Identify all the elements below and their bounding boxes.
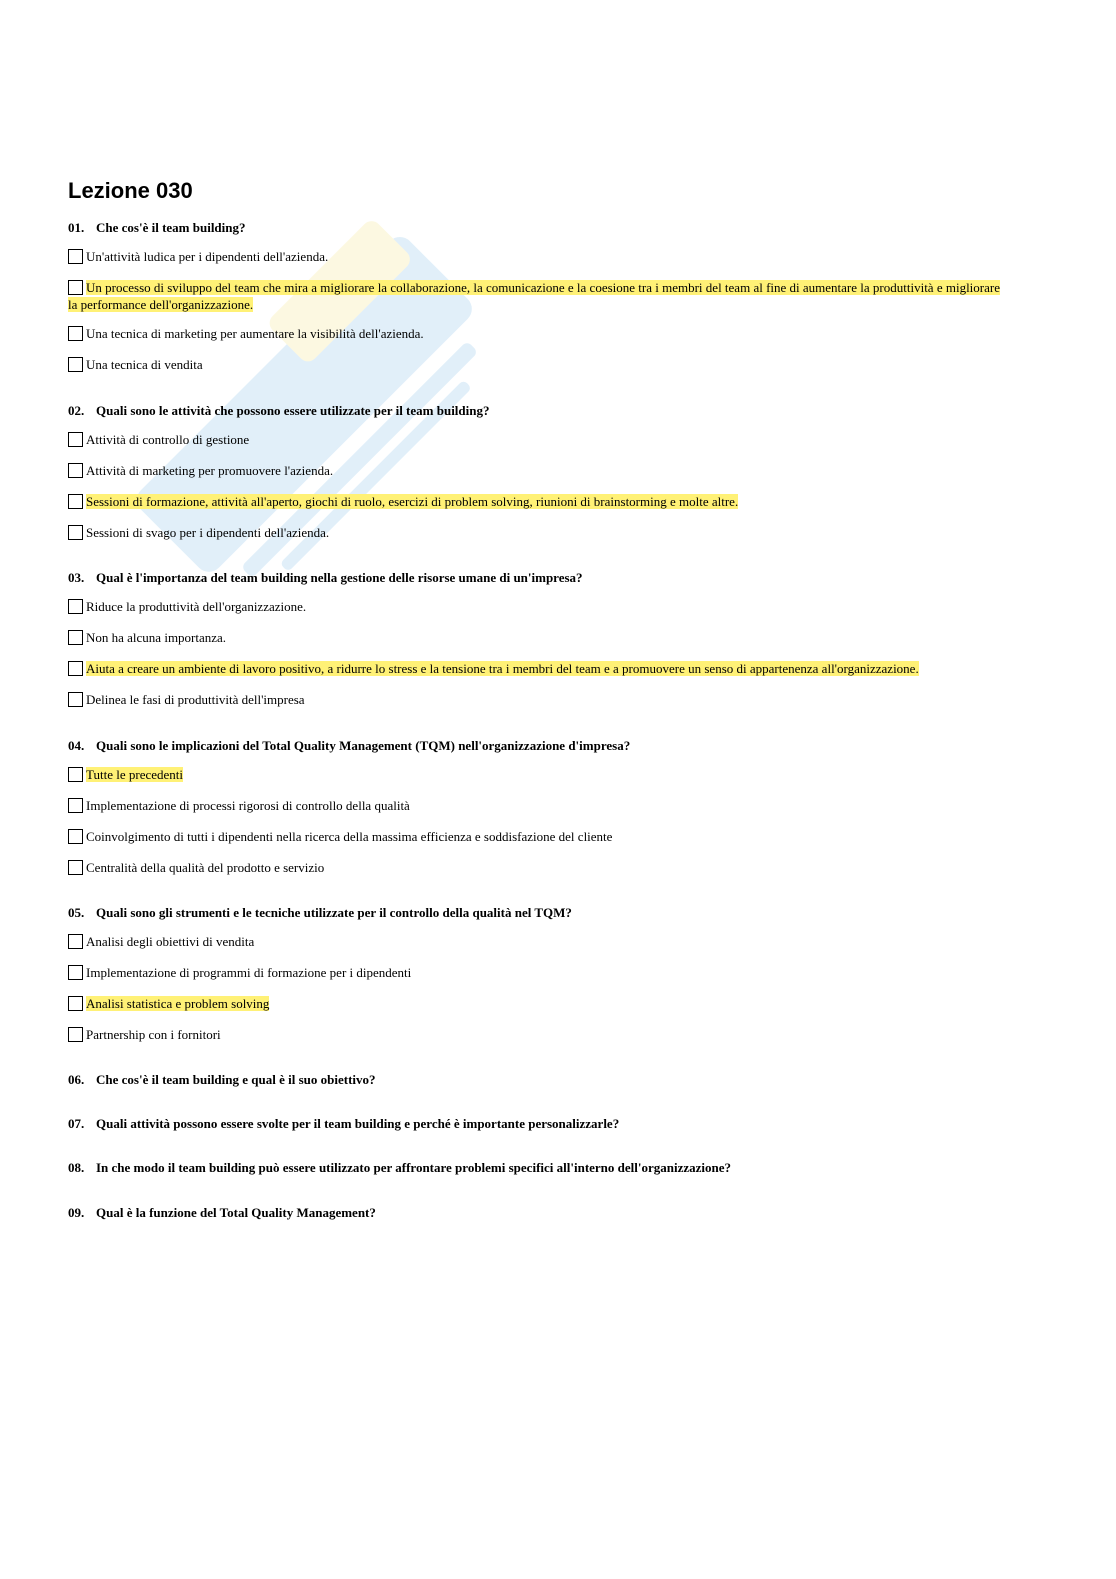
option-label: Un'attività ludica per i dipendenti dell'azienda. xyxy=(86,249,329,264)
checkbox[interactable] xyxy=(68,860,83,875)
question-text: Qual è la funzione del Total Quality Management? xyxy=(96,1205,376,1220)
question-number: 08. xyxy=(68,1160,85,1175)
option-q05-d[interactable] xyxy=(68,1026,1008,1043)
option-label: Delinea le fasi di produttività dell'impresa xyxy=(86,692,305,707)
option-q01-a[interactable] xyxy=(68,248,1008,265)
question-text: Qual è l'importanza del team building nella gestione delle risorse umane di un'impresa? xyxy=(96,570,583,585)
option-label: Partnership con i fornitori xyxy=(86,1027,221,1042)
checkbox[interactable] xyxy=(68,599,83,614)
option-label: Aiuta a creare un ambiente di lavoro positivo, a ridurre lo stress e la tensione tra i membri del team e a promuovere un senso di appartenenza all'organizzazione. xyxy=(86,661,919,676)
checkbox[interactable] xyxy=(68,357,83,372)
question-text: In che modo il team building può essere utilizzato per affrontare problemi specifici all'interno dell'organizzazione? xyxy=(96,1160,732,1175)
option-label: Tutte le precedenti xyxy=(86,767,183,782)
option-q04-c[interactable] xyxy=(68,828,1008,845)
question-number: 03. xyxy=(68,570,85,585)
option-label: Non ha alcuna importanza. xyxy=(86,630,227,645)
option-q01-c[interactable] xyxy=(68,325,1008,342)
option-q03-c[interactable] xyxy=(68,660,1008,677)
option-q02-b[interactable] xyxy=(68,462,1008,479)
option-label: Implementazione di processi rigorosi di controllo della qualità xyxy=(86,798,410,813)
checkbox[interactable] xyxy=(68,1027,83,1042)
question-number: 05. xyxy=(68,905,85,920)
option-q05-b[interactable] xyxy=(68,964,1008,981)
option-q04-b[interactable] xyxy=(68,797,1008,814)
option-label: Riduce la produttività dell'organizzazione. xyxy=(86,599,307,614)
checkbox[interactable] xyxy=(68,692,83,707)
question-01 xyxy=(68,220,246,236)
option-label: Implementazione di programmi di formazione per i dipendenti xyxy=(86,965,412,980)
question-number: 04. xyxy=(68,738,85,753)
option-label: Centralità della qualità del prodotto e servizio xyxy=(86,860,325,875)
option-q03-b[interactable] xyxy=(68,629,1008,646)
option-q01-d[interactable] xyxy=(68,356,1008,373)
checkbox[interactable] xyxy=(68,280,83,295)
checkbox[interactable] xyxy=(68,494,83,509)
question-04 xyxy=(68,738,630,754)
checkbox[interactable] xyxy=(68,798,83,813)
option-q02-a[interactable] xyxy=(68,431,1008,448)
option-q02-d[interactable] xyxy=(68,524,1008,541)
option-q04-d[interactable] xyxy=(68,859,1008,876)
question-07 xyxy=(68,1116,619,1132)
question-09 xyxy=(68,1205,376,1221)
option-label: Attività di marketing per promuovere l'azienda. xyxy=(86,463,334,478)
option-label: Attività di controllo di gestione xyxy=(86,432,250,447)
checkbox[interactable] xyxy=(68,432,83,447)
checkbox[interactable] xyxy=(68,463,83,478)
option-q01-b[interactable] xyxy=(68,279,1008,313)
question-02 xyxy=(68,403,490,419)
option-q02-c[interactable] xyxy=(68,493,1008,510)
checkbox[interactable] xyxy=(68,767,83,782)
question-text: Quali attività possono essere svolte per il team building e perché è importante personalizzarle? xyxy=(96,1116,620,1131)
question-number: 01. xyxy=(68,220,85,235)
question-text: Quali sono gli strumenti e le tecniche utilizzate per il controllo della qualità nel TQM? xyxy=(96,905,572,920)
question-05 xyxy=(68,905,572,921)
question-number: 09. xyxy=(68,1205,85,1220)
lesson-title: Lezione 030 xyxy=(68,178,193,203)
option-q05-a[interactable] xyxy=(68,933,1008,950)
checkbox[interactable] xyxy=(68,525,83,540)
question-text: Quali sono le attività che possono essere utilizzate per il team building? xyxy=(96,403,490,418)
option-label: Una tecnica di marketing per aumentare la visibilità dell'azienda. xyxy=(86,326,424,341)
question-number: 06. xyxy=(68,1072,85,1087)
question-text: Che cos'è il team building? xyxy=(96,220,246,235)
option-label: Analisi degli obiettivi di vendita xyxy=(86,934,255,949)
checkbox[interactable] xyxy=(68,249,83,264)
option-label: Analisi statistica e problem solving xyxy=(86,996,270,1011)
option-label: Un processo di sviluppo del team che mira a migliorare la collaborazione, la comunicazione e la coesione tra i membri del team al fine di aumentare la produttività e migliorare la performance dell'organizzazione. xyxy=(68,280,1000,312)
option-q04-a[interactable] xyxy=(68,766,1008,783)
option-label: Sessioni di formazione, attività all'aperto, giochi di ruolo, esercizi di problem solving, riunioni di brainstorming e molte altre. xyxy=(86,494,739,509)
checkbox[interactable] xyxy=(68,661,83,676)
option-q05-c[interactable] xyxy=(68,995,1008,1012)
checkbox[interactable] xyxy=(68,934,83,949)
option-label: Coinvolgimento di tutti i dipendenti nella ricerca della massima efficienza e soddisfazione del cliente xyxy=(86,829,613,844)
question-text: Quali sono le implicazioni del Total Quality Management (TQM) nell'organizzazione d'impresa? xyxy=(96,738,631,753)
option-q03-d[interactable] xyxy=(68,691,1008,708)
question-08 xyxy=(68,1160,731,1176)
question-number: 02. xyxy=(68,403,85,418)
option-label: Una tecnica di vendita xyxy=(86,357,203,372)
question-06 xyxy=(68,1072,376,1088)
option-q03-a[interactable] xyxy=(68,598,1008,615)
question-text: Che cos'è il team building e qual è il suo obiettivo? xyxy=(96,1072,376,1087)
checkbox[interactable] xyxy=(68,630,83,645)
checkbox[interactable] xyxy=(68,829,83,844)
checkbox[interactable] xyxy=(68,965,83,980)
question-03 xyxy=(68,570,583,586)
checkbox[interactable] xyxy=(68,996,83,1011)
checkbox[interactable] xyxy=(68,326,83,341)
question-number: 07. xyxy=(68,1116,85,1131)
option-label: Sessioni di svago per i dipendenti dell'azienda. xyxy=(86,525,330,540)
